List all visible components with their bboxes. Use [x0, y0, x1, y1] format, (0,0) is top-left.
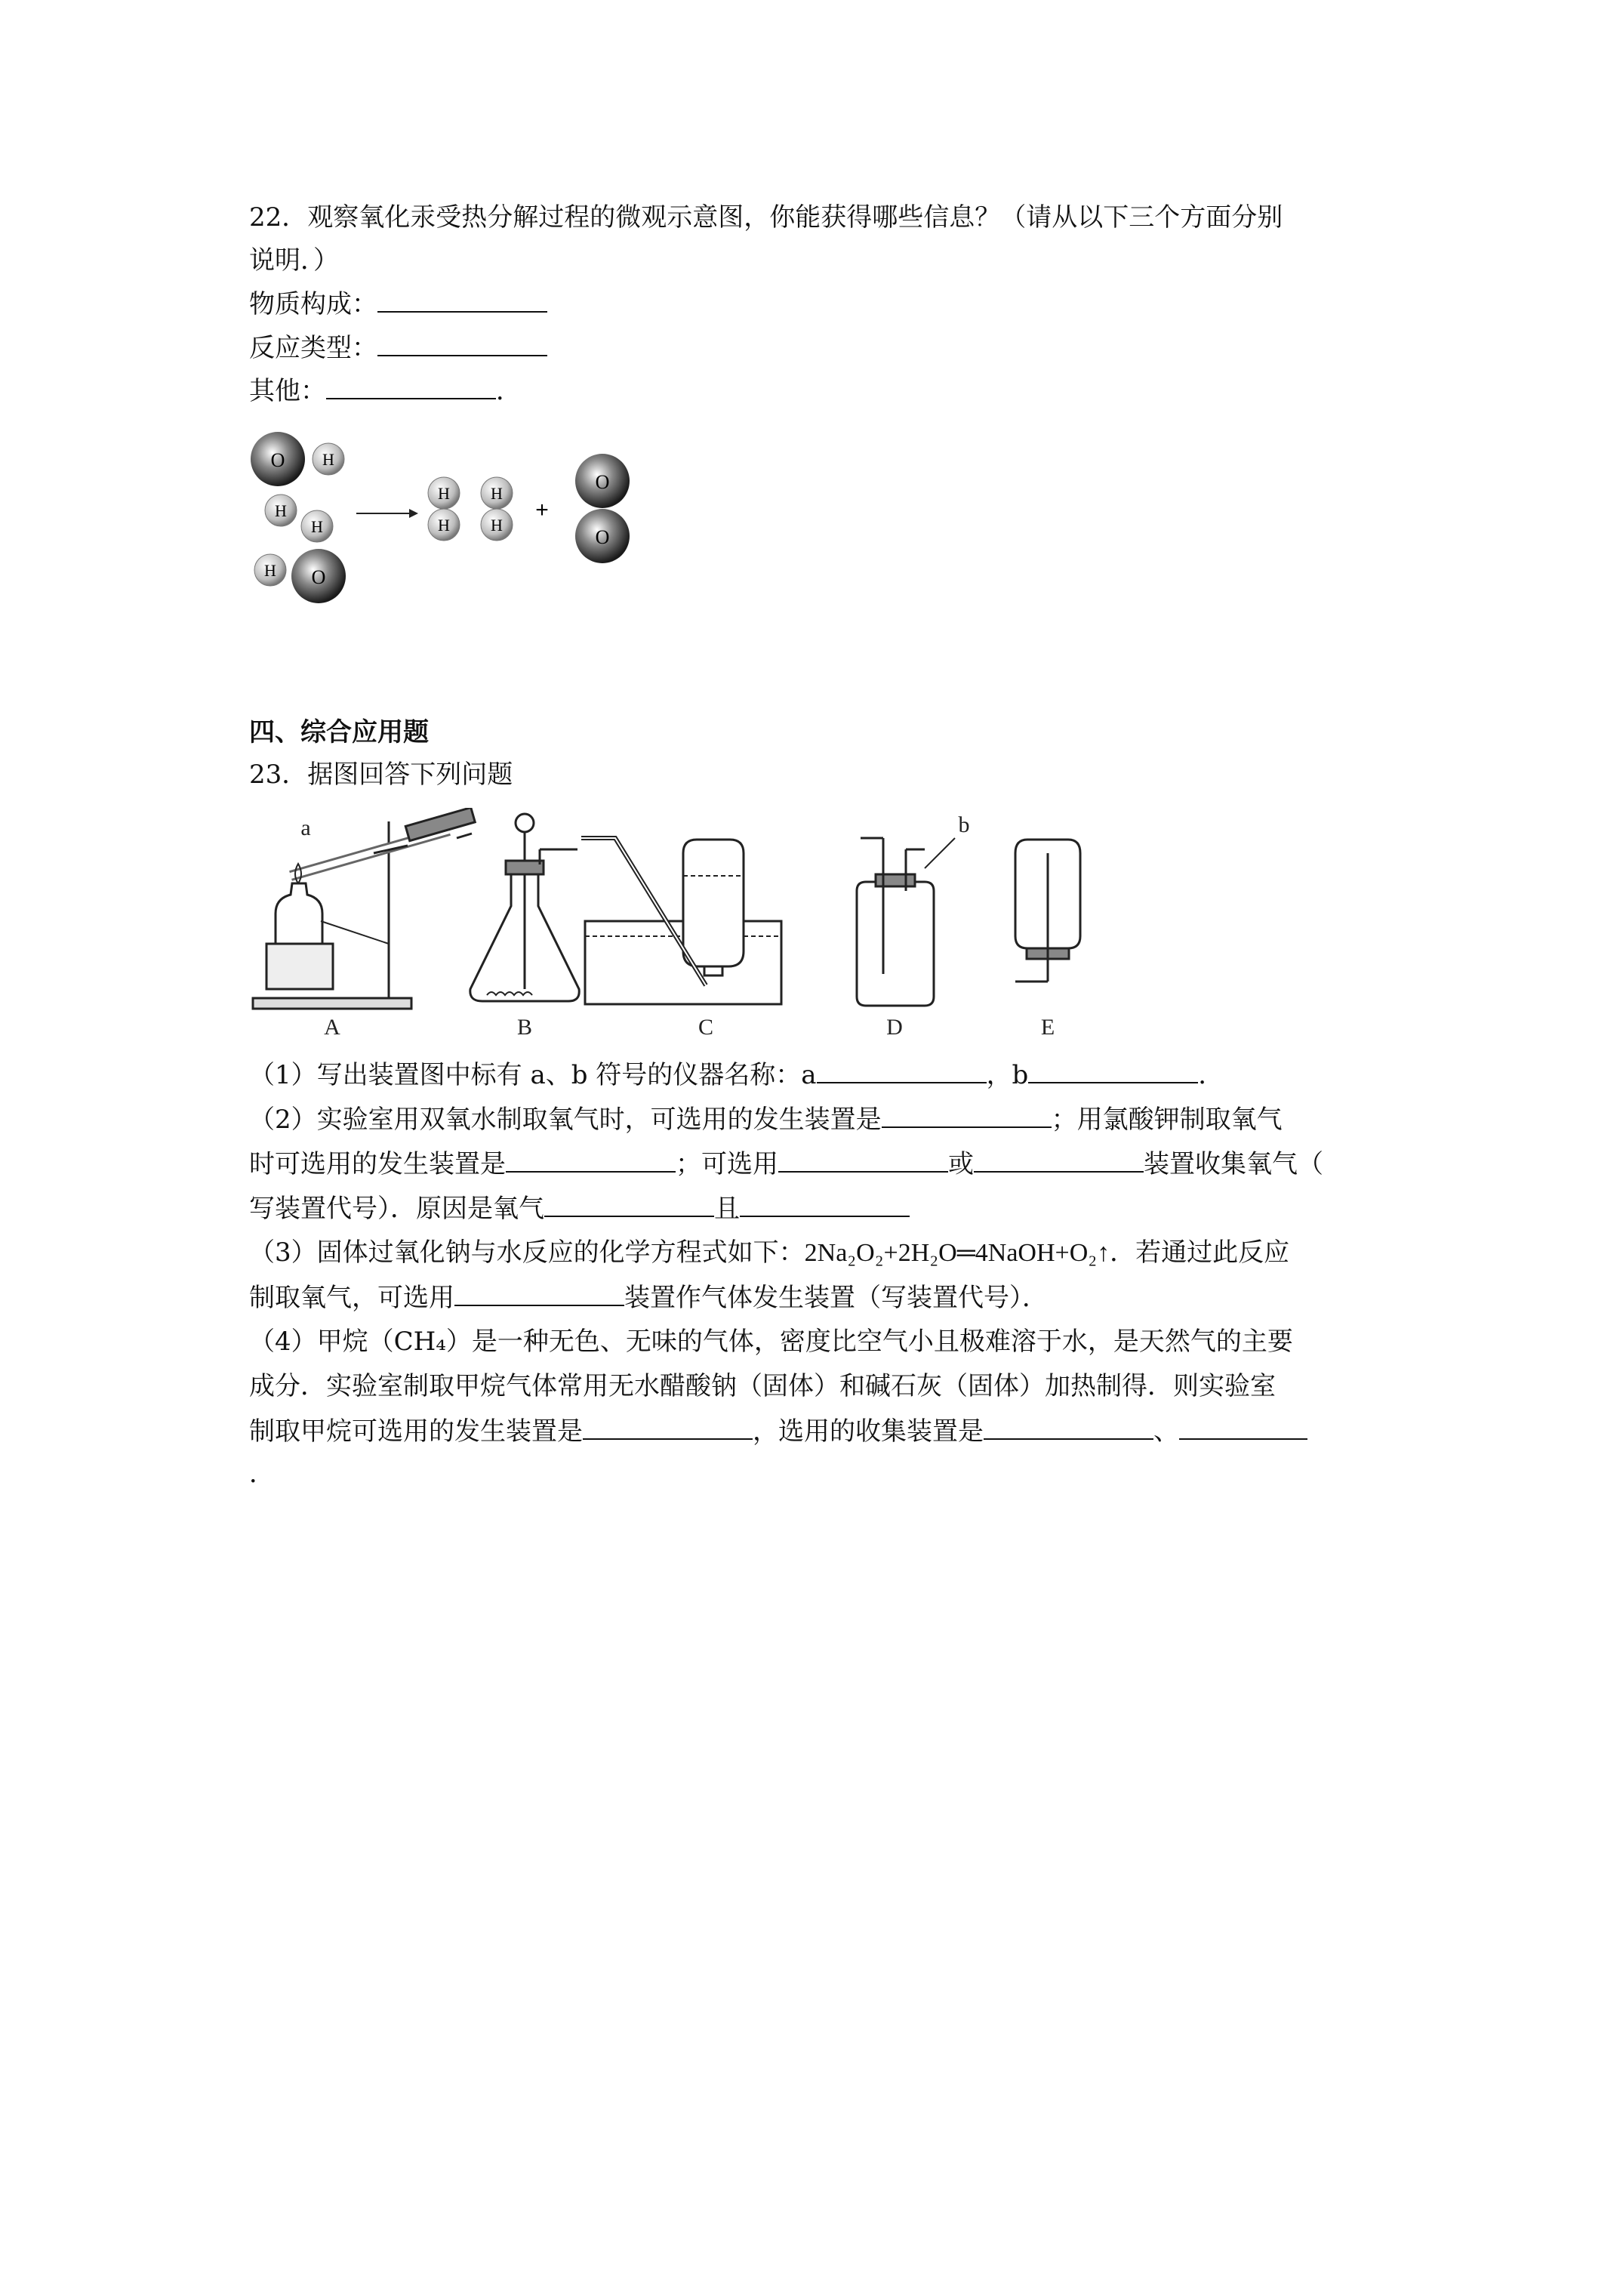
answer-blank[interactable] [1179, 1416, 1307, 1440]
atom-O [251, 432, 305, 486]
q23-part2-line1 [249, 1104, 1283, 1135]
chemical-equation: 2Na₂O₂+2H₂O═4NaOH+O₂↑ [804, 1239, 1110, 1267]
q23-part3-text: 制取氧气，可选用 [249, 1283, 454, 1313]
q23-title: 23．据图回答下列问题 [249, 760, 513, 790]
q23-part2-text: 装置收集氧气（ [1144, 1149, 1323, 1179]
svg-text:H: H [322, 450, 334, 469]
svg-text:H: H [491, 484, 503, 503]
answer-blank[interactable] [974, 1148, 1144, 1173]
q23-part3-line1 [249, 1237, 1289, 1268]
q23-part3-text: （3）固体过氧化钠与水反应的化学方程式如下： [249, 1237, 805, 1268]
answer-blank[interactable] [817, 1059, 987, 1083]
atom-O [575, 509, 630, 563]
mark-a: a [300, 815, 311, 840]
answer-blank[interactable] [454, 1282, 624, 1306]
atom-H [313, 443, 344, 475]
apparatus-C [581, 838, 781, 1004]
period: ． [496, 376, 522, 406]
q23-part2-text: ；可选用 [676, 1149, 778, 1179]
q22-label-reaction-type: 反应类型： [249, 333, 377, 363]
svg-text:H: H [438, 516, 450, 535]
q22-field-reaction-type [249, 332, 547, 363]
q23-part3-line2 [249, 1282, 1048, 1313]
apparatus-D [857, 838, 955, 1006]
answer-blank[interactable] [377, 332, 547, 356]
q23-part2-text: 时可选用的发生装置是 [249, 1149, 506, 1179]
q23-part1-text: （1）写出装置图中标有 a、b 符号的仪器名称：a [249, 1060, 817, 1090]
apparatus-label-B: B [516, 1015, 533, 1040]
q23-part4-line4: ． [249, 1459, 275, 1489]
atom-H [301, 510, 333, 542]
q23-part2-text: 写装置代号）．原因是氧气 [249, 1194, 544, 1224]
plus-sign: + [535, 498, 549, 522]
mark-b: b [958, 812, 970, 837]
section-title: 四、综合应用题 [249, 717, 429, 747]
answer-blank[interactable] [544, 1193, 714, 1217]
answer-blank[interactable] [583, 1416, 753, 1440]
svg-text:O: O [595, 471, 610, 493]
q22-label-composition: 物质构成： [249, 289, 377, 319]
apparatus-label-E: E [1040, 1015, 1055, 1040]
answer-blank[interactable] [506, 1148, 676, 1173]
q23-part2-text: ；用氯酸钾制取氧气 [1051, 1105, 1283, 1135]
period: ． [1198, 1060, 1224, 1090]
svg-text:O: O [595, 526, 610, 548]
apparatus-label-C: C [698, 1015, 714, 1040]
q23-part4-text: 制取甲烷可选用的发生装置是 [249, 1416, 583, 1447]
atom-O [575, 454, 630, 508]
mercury-oxide-decomposition-diagram [242, 427, 664, 615]
svg-text:H: H [438, 484, 450, 503]
svg-text:H: H [264, 561, 276, 580]
apparatus-label-D: D [886, 1015, 903, 1040]
answer-blank[interactable] [377, 288, 547, 313]
q22-label-other: 其他： [249, 376, 326, 406]
q22-field-other [249, 375, 522, 406]
q23-part1 [249, 1059, 1224, 1090]
apparatus-label-A: A [324, 1015, 340, 1040]
q22-line2: 说明．） [249, 245, 339, 276]
svg-text:H: H [491, 516, 503, 535]
q23-part3-text: 装置作气体发生装置（写装置代号）． [624, 1283, 1048, 1313]
q22-line1: 22．观察氧化汞受热分解过程的微观示意图，你能获得哪些信息？（请从以下三个方面分别 [249, 202, 1283, 233]
atom-H [265, 495, 297, 526]
answer-blank[interactable] [778, 1148, 948, 1173]
q23-part2-text: 且 [714, 1194, 740, 1224]
svg-text:H: H [311, 517, 323, 536]
atom-H [428, 509, 460, 541]
q23-part4-line3 [249, 1416, 1307, 1447]
atom-O [291, 549, 346, 603]
q23-part3-text: ．若通过此反应 [1110, 1237, 1290, 1268]
svg-text:O: O [270, 449, 285, 471]
reaction-arrow [356, 509, 418, 518]
answer-blank[interactable] [740, 1193, 910, 1217]
answer-blank[interactable] [1028, 1059, 1198, 1083]
q23-part2-line3 [249, 1193, 910, 1224]
svg-text:H: H [275, 501, 287, 520]
q23-part4-line2: 成分．实验室制取甲烷气体常用无水醋酸钠（固体）和碱石灰（固体）加热制得．则实验室 [249, 1371, 1276, 1401]
atom-H [254, 554, 286, 586]
svg-text:O: O [311, 566, 326, 588]
lab-apparatus-diagram [245, 808, 1091, 1042]
atom-H [481, 477, 513, 509]
answer-blank[interactable] [326, 375, 496, 399]
apparatus-B [470, 814, 579, 1001]
atom-H [481, 509, 513, 541]
q23-part2-text: 或 [948, 1149, 974, 1179]
q23-part4-text: 、 [1153, 1416, 1179, 1447]
atom-H [428, 477, 460, 509]
q23-part1-text: ，b [986, 1060, 1029, 1090]
q23-part2-text: （2）实验室用双氧水制取氧气时，可选用的发生装置是 [249, 1105, 882, 1135]
q23-part4-text: ，选用的收集装置是 [753, 1416, 984, 1447]
q23-part4-line1: （4）甲烷（CH₄）是一种无色、无味的气体，密度比空气小且极难溶于水，是天然气的主要 [249, 1327, 1293, 1357]
q22-field-composition [249, 288, 547, 319]
q23-part2-line2 [249, 1148, 1323, 1179]
apparatus-E [1015, 840, 1080, 982]
apparatus-A [253, 808, 475, 1009]
answer-blank[interactable] [984, 1416, 1153, 1440]
answer-blank[interactable] [882, 1104, 1052, 1128]
